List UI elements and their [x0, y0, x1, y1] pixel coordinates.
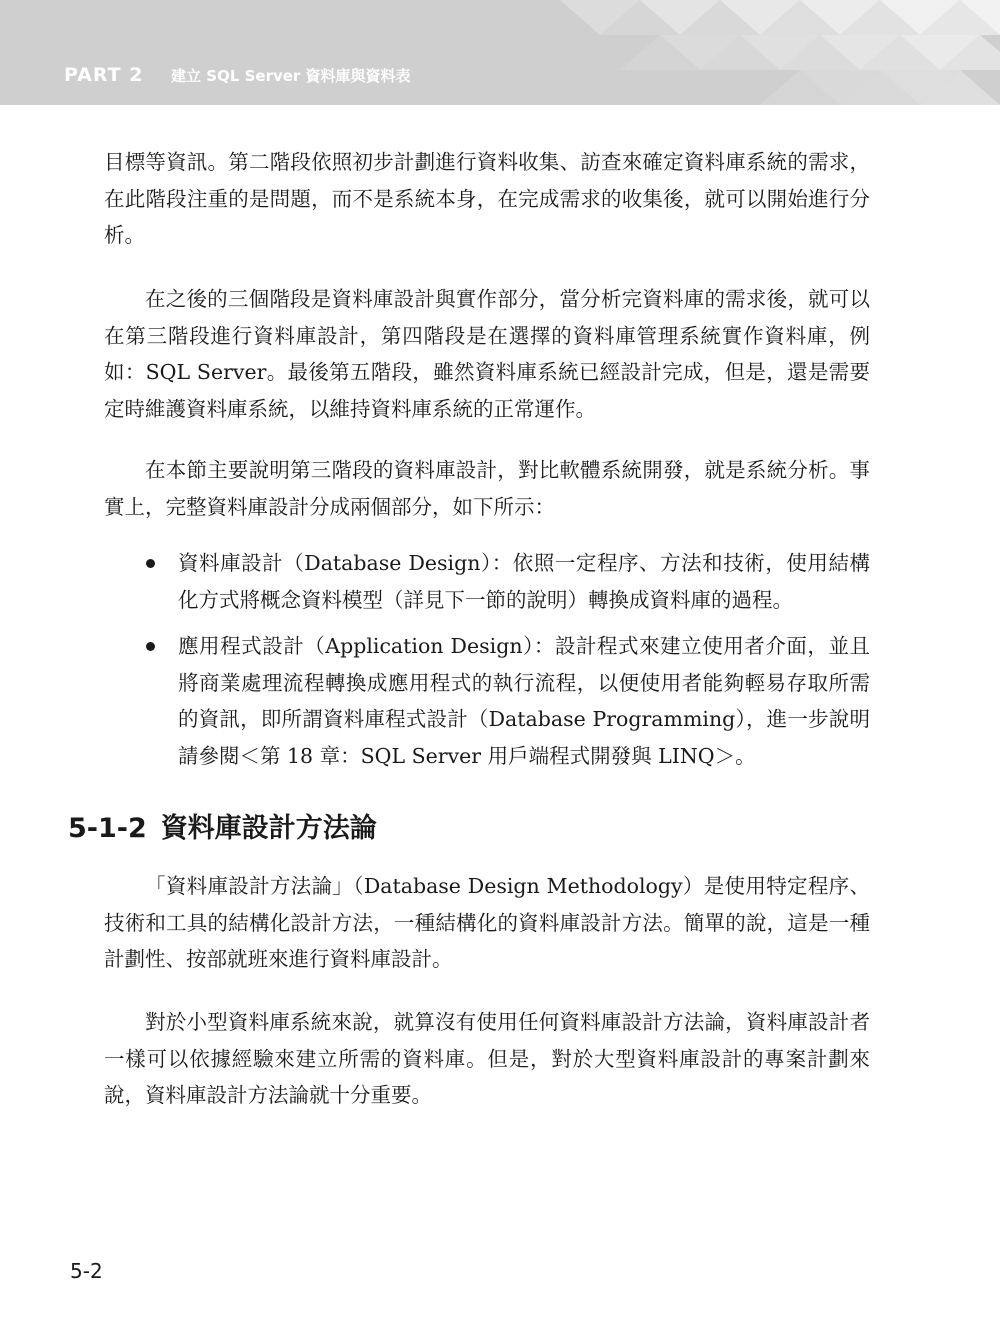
paragraph-2: 在之後的三個階段是資料庫設計與實作部分，當分析完資料庫的需求後，就可以在第三階段進行資料庫設計，第四階段是在選擇的資料庫管理系統實作資料庫，例如：SQL Server。最後第五階段，雖然資料庫系統已經設計完成，但是，還是需要定時維護資料庫系統，以維持資料庫系統的正常運作。 [104, 287, 870, 421]
section-paragraph-2: 對於小型資料庫系統來說，就算沒有使用任何資料庫設計方法論，資料庫設計者一樣可以依據經驗來建立所需的資料庫。但是，對於大型資料庫設計的專案計劃來說，資料庫設計方法論就十分重要。 [104, 1010, 870, 1107]
part-label: PART 2 [64, 64, 144, 86]
section-heading [68, 806, 377, 845]
header-triangle-pattern [0, 0, 1000, 105]
section-paragraph-1: 「資料庫設計方法論」（Database Design Methodology）是使用特定程序、技術和工具的結構化設計方法，一種結構化的資料庫設計方法。簡單的說，這是一種計劃性、按部就班來進行資料庫設計。 [104, 874, 870, 971]
section-number: 5-1-2 [68, 813, 147, 844]
bullet-dot-1 [146, 559, 155, 568]
bullet-item-2: 應用程式設計（Application Design）：設計程式來建立使用者介面，並且將商業處理流程轉換成應用程式的執行流程，以便使用者能夠輕易存取所需的資訊，即所謂資料庫程式設計（Database Programming），進一步說明請參閱＜第 18 章：SQL Server 用戶端程式開發與 LINQ＞。 [178, 634, 870, 768]
part-title: 建立 SQL Server 資料庫與資料表 [171, 67, 411, 85]
section-title: 資料庫設計方法論 [160, 813, 377, 844]
header-text [64, 64, 411, 86]
paragraph-3: 在本節主要說明第三階段的資料庫設計，對比軟體系統開發，就是系統分析。事實上，完整資料庫設計分成兩個部分，如下所示： [104, 458, 870, 519]
bullet-dot-2 [146, 642, 155, 651]
page-header [0, 0, 1000, 105]
bullet-item-1: 資料庫設計（Database Design）：依照一定程序、方法和技術，使用結構化方式將概念資料模型（詳見下一節的說明）轉換成資料庫的過程。 [178, 551, 870, 612]
paragraph-1: 目標等資訊。第二階段依照初步計劃進行資料收集、訪查來確定資料庫系統的需求，在此階段注重的是問題，而不是系統本身，在完成需求的收集後，就可以開始進行分析。 [104, 150, 870, 247]
page-number: 5-2 [70, 1259, 103, 1283]
